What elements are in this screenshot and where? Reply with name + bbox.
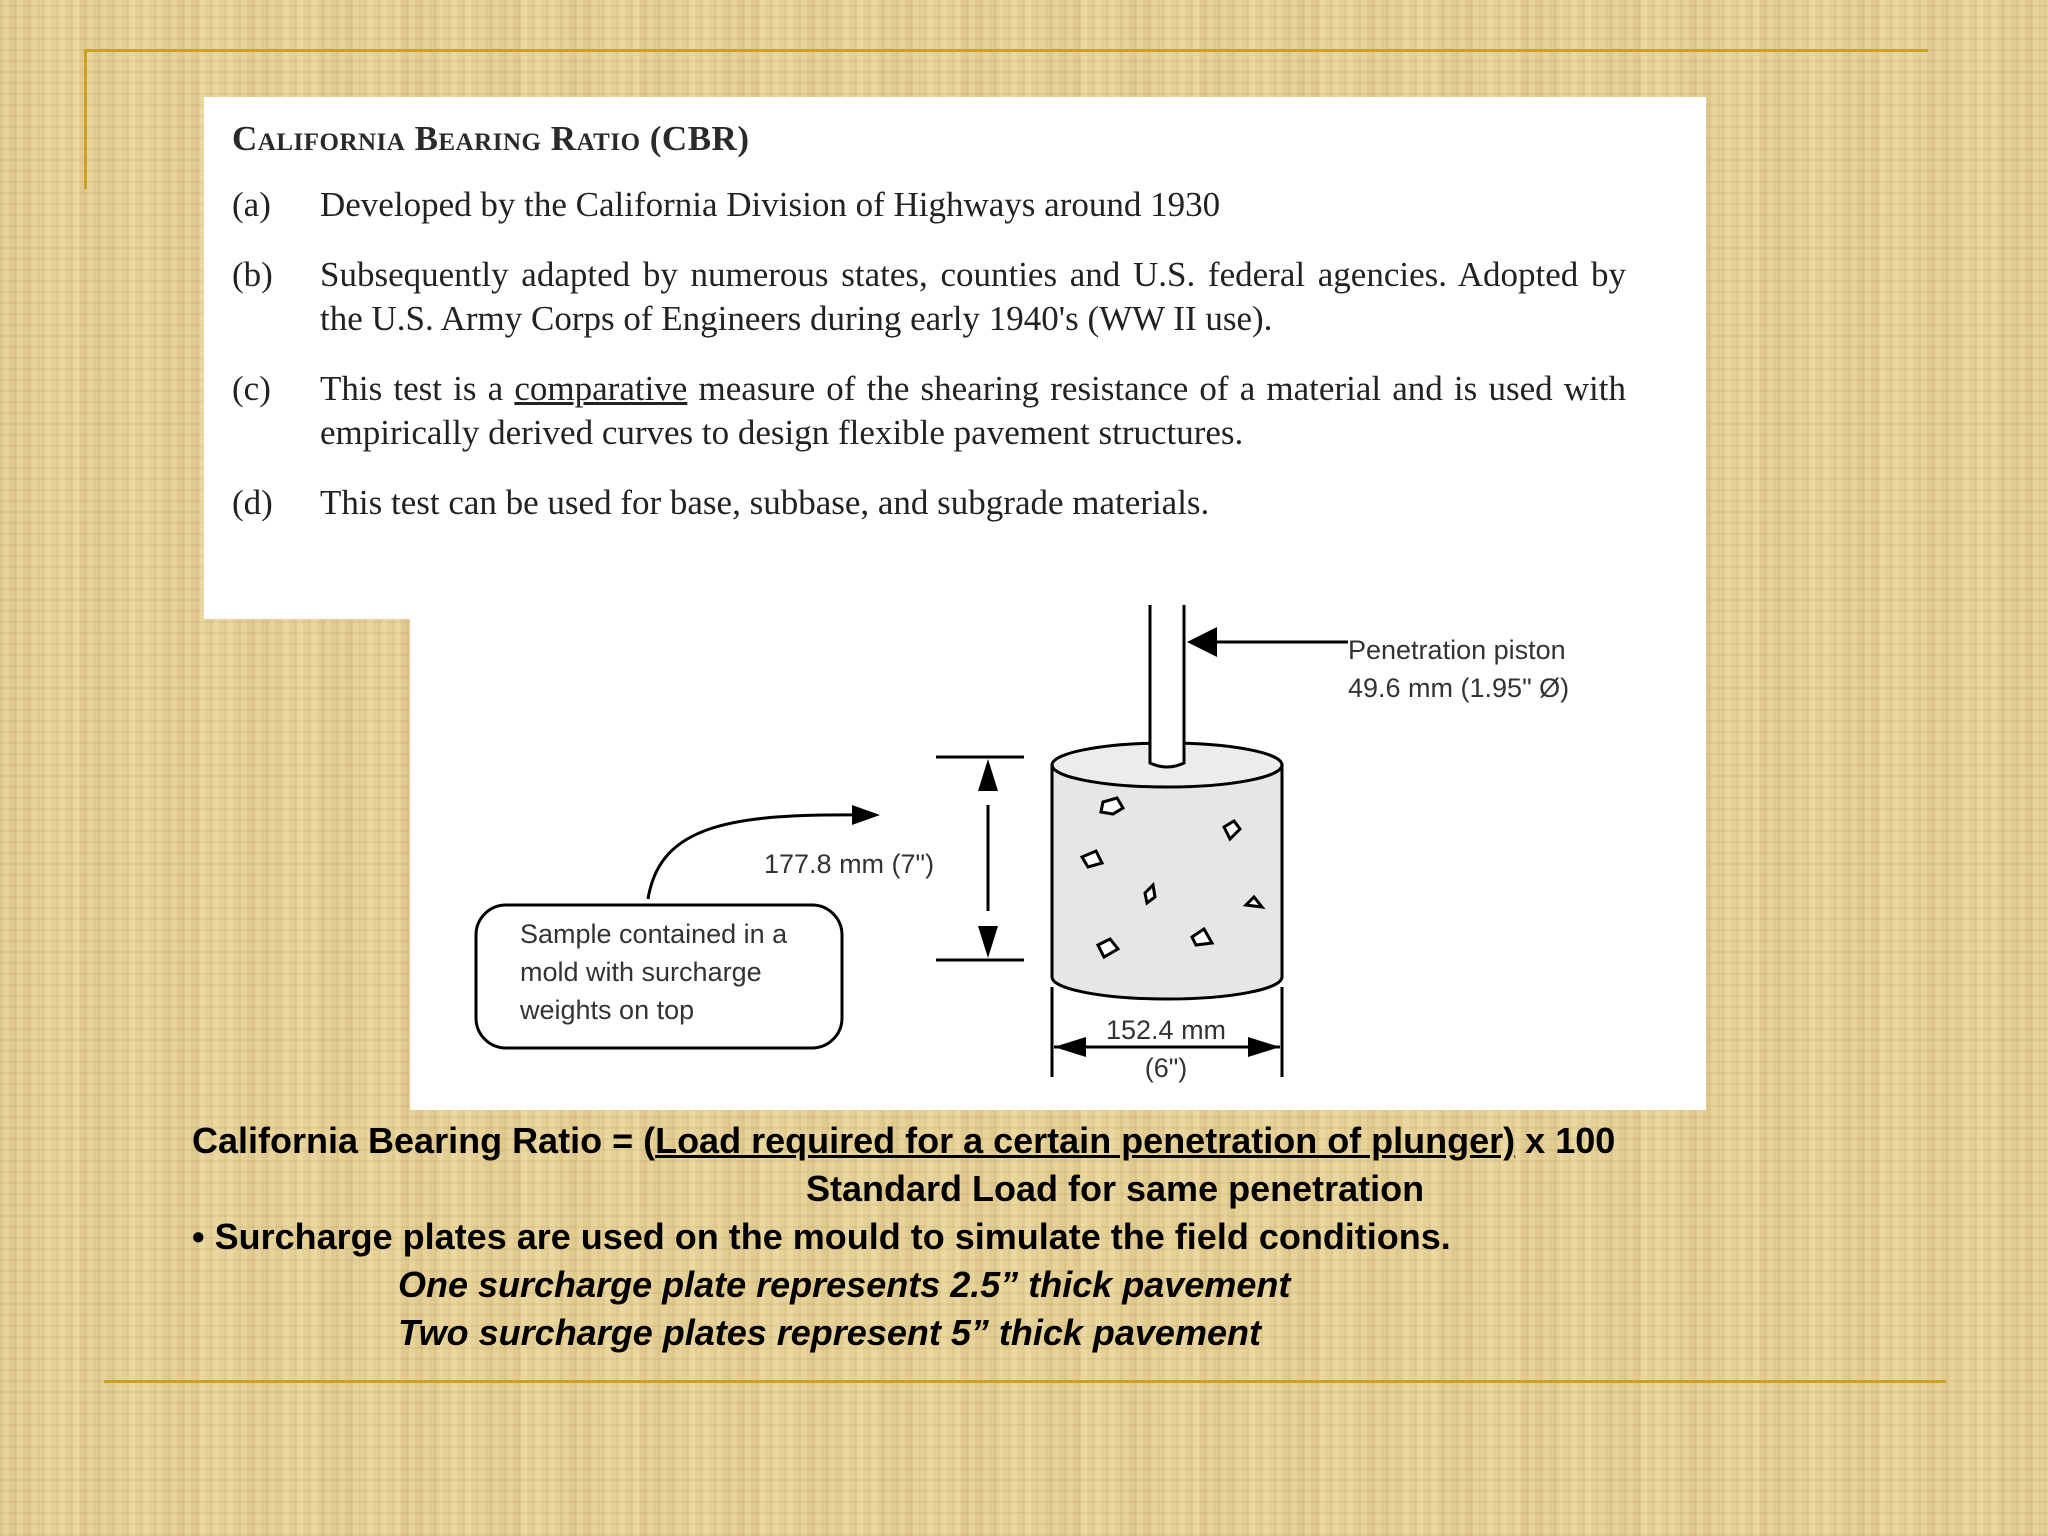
sample-label-line: Sample contained in a bbox=[520, 919, 788, 949]
formula-lhs: California Bearing Ratio = ( bbox=[192, 1120, 656, 1161]
item-tag: (a) bbox=[232, 185, 271, 224]
piston-label bbox=[1348, 631, 1569, 707]
cbr-mold-diagram bbox=[410, 605, 1706, 1110]
width-label-line: 152.4 mm bbox=[1106, 1015, 1227, 1045]
formula-denominator: Standard Load for same penetration bbox=[806, 1168, 1425, 1209]
list-item bbox=[232, 253, 1626, 341]
surcharge-note: One surcharge plate represents 2.5” thick pavement bbox=[398, 1264, 1291, 1305]
left-rule bbox=[84, 49, 87, 189]
height-dimension bbox=[936, 757, 1024, 960]
sample-pointer-arrowhead bbox=[852, 805, 880, 825]
surcharge-note: Two surcharge plates represent 5” thick pavement bbox=[398, 1312, 1261, 1353]
document-excerpt bbox=[204, 97, 1706, 619]
width-label bbox=[1106, 1011, 1226, 1087]
top-rule bbox=[84, 49, 1928, 52]
item-text: This test can be used for base, subbase, and subgrade materials. bbox=[320, 483, 1210, 522]
sample-label bbox=[520, 915, 787, 1029]
item-text bbox=[320, 367, 1626, 455]
bottom-rule bbox=[104, 1380, 1946, 1383]
width-label-line: (6") bbox=[1144, 1053, 1188, 1083]
item-text-underlined: comparative bbox=[514, 369, 688, 408]
item-tag: (d) bbox=[232, 483, 273, 522]
list-item bbox=[232, 481, 1626, 525]
penetration-piston bbox=[1150, 605, 1184, 767]
piston-label-line: 49.6 mm (1.95" Ø) bbox=[1348, 673, 1570, 703]
formula-line bbox=[192, 1120, 1615, 1162]
sample-label-line: mold with surcharge bbox=[520, 957, 762, 987]
item-text-part: This test is a bbox=[320, 369, 515, 408]
surcharge-bullet: • Surcharge plates are used on the mould to simulate the field conditions. bbox=[192, 1216, 1451, 1257]
piston-label-line: Penetration piston bbox=[1348, 635, 1566, 665]
list-item bbox=[232, 183, 1626, 227]
item-tag: (c) bbox=[232, 369, 271, 408]
item-text: Developed by the California Division of Highways around 1930 bbox=[320, 185, 1221, 224]
document-heading: California Bearing Ratio (CBR) bbox=[232, 119, 750, 158]
formula-numerator: Load required for a certain penetration of plunger) bbox=[655, 1120, 1516, 1161]
height-label: 177.8 mm (7") bbox=[764, 849, 935, 879]
formula-multiplier: x 100 bbox=[1515, 1120, 1616, 1161]
sample-label-line: weights on top bbox=[520, 995, 695, 1025]
mold-cylinder bbox=[1052, 743, 1282, 999]
item-text: Subsequently adapted by numerous states, counties and U.S. federal agencies. Adopted by the U.S. Army Corps of Engineers during early 1940's (WW II use). bbox=[320, 255, 1626, 338]
item-text-part: measure of the shearing resistance of a material and is used with empirically derived curves to design flexible pavement structures. bbox=[320, 369, 1626, 452]
item-tag: (b) bbox=[232, 255, 273, 294]
list-item bbox=[232, 367, 1626, 455]
